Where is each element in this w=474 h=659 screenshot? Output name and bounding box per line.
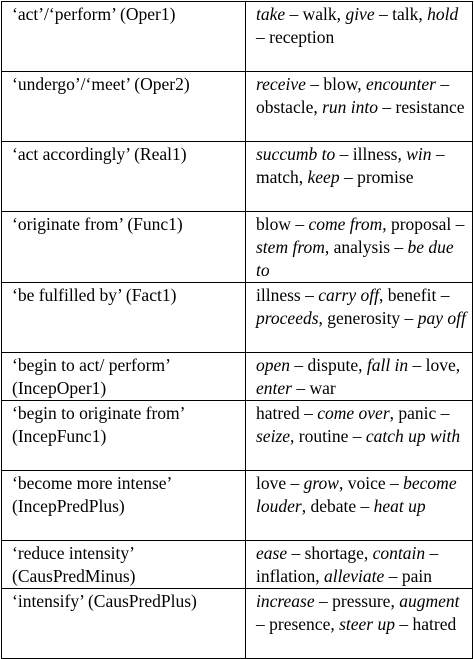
example-text: blow – (256, 214, 309, 234)
table-row (2, 353, 473, 401)
function-cell (2, 72, 246, 142)
table-row (2, 72, 473, 142)
collocate-verb: steer up (339, 614, 395, 634)
example-text: – blow, (305, 74, 366, 94)
function-cell (2, 2, 246, 72)
examples-cell (246, 589, 473, 659)
example-text: – war (291, 378, 336, 398)
examples-cell (246, 401, 473, 471)
collocate-verb: win (406, 144, 432, 164)
lexical-functions-table (1, 1, 473, 659)
collocate-verb: heat up (373, 496, 426, 516)
example-text: – dispute, (290, 355, 367, 375)
collocate-verb: ease (256, 543, 288, 563)
function-label: ‘intensify’ (CausPredPlus) (12, 591, 197, 611)
function-label: ‘reduce intensity’ (CausPredMinus) (12, 543, 136, 586)
example-text: – resistance (378, 97, 465, 117)
examples-cell (246, 471, 473, 541)
example-text: – shortage, (287, 543, 373, 563)
function-cell (2, 541, 246, 589)
collocate-verb: run into (322, 97, 379, 117)
collocate-verb: alleviate (324, 566, 385, 586)
table-row (2, 401, 473, 471)
example-text: – illness, (335, 144, 407, 164)
function-cell (2, 589, 246, 659)
function-cell (2, 212, 246, 283)
function-label: ‘act accordingly’ (Real1) (12, 144, 187, 164)
function-cell (2, 353, 246, 401)
example-text: hatred – (256, 403, 318, 423)
collocate-verb: carry off (318, 285, 379, 305)
example-text: , analysis – (324, 237, 408, 257)
table-row (2, 212, 473, 283)
example-text: – promise (339, 167, 414, 187)
example-text: – obstacle, (256, 74, 450, 117)
collocate-verb: succumb to (256, 144, 336, 164)
function-label: ‘originate from’ (Func1) (12, 214, 183, 234)
examples-cell (246, 353, 473, 401)
collocate-verb: receive (256, 74, 306, 94)
examples-cell (246, 72, 473, 142)
example-text: – hatred (395, 614, 457, 634)
function-label: ‘be fulfilled by’ (Fact1) (12, 285, 177, 305)
collocate-verb: come from (308, 214, 383, 234)
example-text: – reception (256, 27, 335, 47)
example-text: , voice – (338, 473, 404, 493)
example-text: – pain (384, 566, 432, 586)
example-text: , benefit – (379, 285, 450, 305)
example-text: – presence, (256, 614, 340, 634)
function-cell (2, 142, 246, 212)
example-text: – pressure, (314, 591, 400, 611)
function-label: ‘begin to originate from’ (IncepFunc1) (12, 403, 185, 446)
example-text: – talk, (374, 4, 428, 24)
example-text: , generosity – (318, 308, 418, 328)
collocate-verb: enter (256, 378, 292, 398)
examples-cell (246, 541, 473, 589)
function-label: ‘begin to act/ perform’ (IncepOper1) (12, 355, 170, 398)
collocate-verb: catch up with (365, 426, 461, 446)
examples-cell (246, 142, 473, 212)
table-row (2, 283, 473, 353)
function-label: ‘become more intense’ (IncepPredPlus) (12, 473, 172, 516)
collocate-verb: come over (317, 403, 390, 423)
collocate-verb: contain (372, 543, 426, 563)
example-text: illness – (256, 285, 319, 305)
table-row (2, 589, 473, 659)
collocate-verb: grow (303, 473, 339, 493)
examples-cell (246, 2, 473, 72)
collocate-verb: take (256, 4, 286, 24)
collocate-verb: be due to (256, 237, 454, 280)
example-text: , panic – (389, 403, 450, 423)
example-text: – match, (256, 144, 445, 187)
collocate-verb: keep (307, 167, 340, 187)
collocate-verb: proceeds (256, 308, 319, 328)
table-row (2, 471, 473, 541)
example-text: – inflation, (256, 543, 439, 586)
collocate-verb: encounter (366, 74, 436, 94)
collocate-verb: open (256, 355, 291, 375)
examples-cell (246, 212, 473, 283)
table-row (2, 142, 473, 212)
function-cell (2, 401, 246, 471)
function-label: ‘undergo’/‘meet’ (Oper2) (12, 74, 190, 94)
table-row (2, 541, 473, 589)
function-cell (2, 471, 246, 541)
collocate-verb: increase (256, 591, 315, 611)
example-text: – walk, (285, 4, 346, 24)
function-label: ‘act’/‘perform’ (Oper1) (12, 4, 176, 24)
collocate-verb: become louder (256, 473, 457, 516)
example-text: , routine – (290, 426, 366, 446)
collocate-verb: hold (427, 4, 459, 24)
table-body (2, 2, 473, 659)
collocate-verb: give (345, 4, 375, 24)
examples-cell (246, 283, 473, 353)
collocate-verb: stem from (256, 237, 325, 257)
collocate-verb: pay off (417, 308, 466, 328)
collocate-verb: fall in (366, 355, 409, 375)
function-cell (2, 283, 246, 353)
example-text: – love, (408, 355, 461, 375)
collocate-verb: seize (256, 426, 291, 446)
example-text: , proposal – (382, 214, 465, 234)
example-text: , debate – (301, 496, 374, 516)
example-text: love – (256, 473, 304, 493)
table-row (2, 2, 473, 72)
collocate-verb: augment (399, 591, 460, 611)
